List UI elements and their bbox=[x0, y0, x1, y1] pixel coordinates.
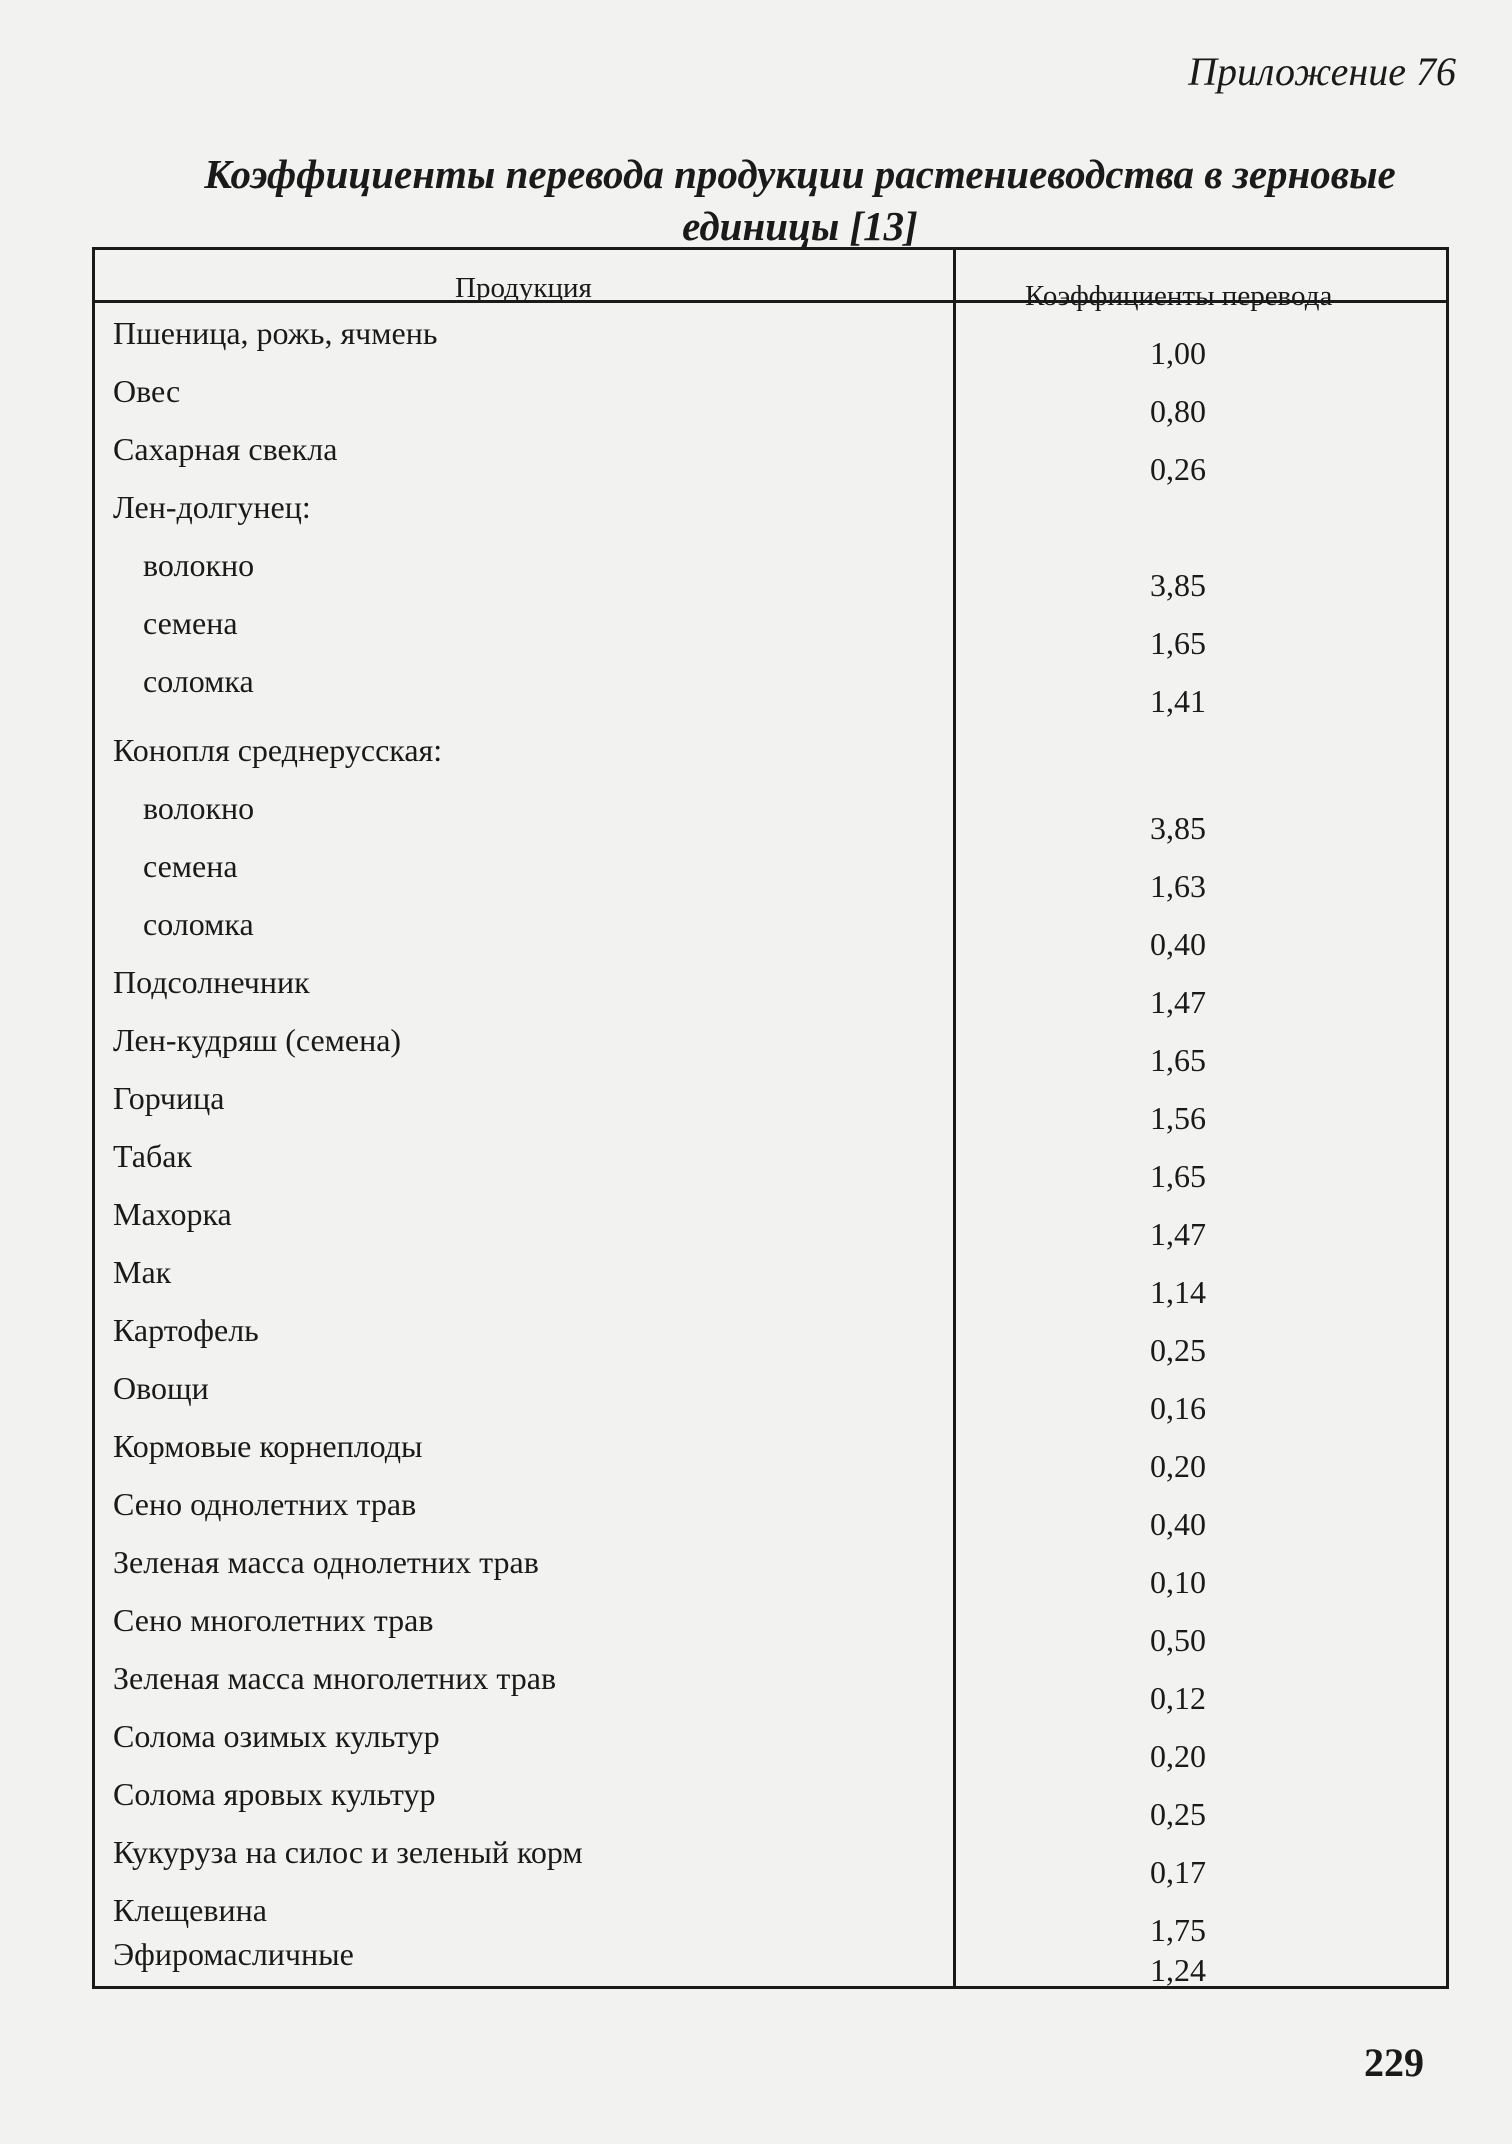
table-row bbox=[95, 1312, 1446, 1368]
coefficient-cell: 0,80 bbox=[1150, 393, 1206, 429]
product-cell: Овес bbox=[113, 373, 181, 409]
table-row bbox=[95, 1718, 1446, 1774]
table-row bbox=[95, 1428, 1446, 1484]
table-row bbox=[95, 605, 1446, 661]
coefficient-cell: 0,25 bbox=[1150, 1796, 1206, 1832]
product-cell: Сахарная свекла bbox=[113, 431, 338, 467]
table-row bbox=[95, 489, 1446, 545]
product-cell: Лен-долгунец: bbox=[113, 489, 311, 525]
coefficient-cell: 0,25 bbox=[1150, 1332, 1206, 1368]
product-cell: Мак bbox=[113, 1254, 172, 1290]
coefficient-cell: 1,75 bbox=[1150, 1912, 1206, 1948]
coefficient-cell: 0,26 bbox=[1150, 451, 1206, 487]
product-cell: Солома озимых культур bbox=[113, 1718, 440, 1754]
table-row bbox=[95, 1080, 1446, 1136]
coefficient-cell: 1,14 bbox=[1150, 1274, 1206, 1310]
coefficient-cell: 0,10 bbox=[1150, 1564, 1206, 1600]
page-number: 229 bbox=[1364, 2040, 1424, 2085]
product-cell: Зеленая масса однолетних трав bbox=[113, 1544, 539, 1580]
table-row bbox=[95, 1660, 1446, 1716]
table-row bbox=[95, 1776, 1446, 1832]
coefficient-cell: 0,50 bbox=[1150, 1622, 1206, 1658]
conversion-table bbox=[92, 247, 1449, 1989]
product-cell: Махорка bbox=[113, 1196, 232, 1232]
coefficient-cell: 1,65 bbox=[1150, 625, 1206, 661]
table-row bbox=[95, 732, 1446, 788]
coefficient-cell: 0,40 bbox=[1150, 1506, 1206, 1542]
product-cell: Сено однолетних трав bbox=[113, 1486, 417, 1522]
product-cell: семена bbox=[143, 605, 238, 641]
page-title: Коэффициенты перевода продукции растениеводства в зерновые единицы [13] bbox=[204, 151, 1396, 249]
table-row bbox=[95, 315, 1446, 371]
product-cell: соломка bbox=[143, 906, 254, 942]
table-row bbox=[95, 906, 1446, 962]
table-row bbox=[95, 1022, 1446, 1078]
product-cell: соломка bbox=[143, 663, 254, 699]
table-row bbox=[95, 1834, 1446, 1890]
coefficient-cell: 1,47 bbox=[1150, 1216, 1206, 1252]
coefficient-cell: 0,40 bbox=[1150, 926, 1206, 962]
table-row bbox=[95, 1370, 1446, 1426]
product-cell: Солома яровых культур bbox=[113, 1776, 436, 1812]
table-row bbox=[95, 1486, 1446, 1542]
table-row bbox=[95, 547, 1446, 603]
table-row bbox=[95, 964, 1446, 1020]
product-cell: Зеленая масса многолетних трав bbox=[113, 1660, 557, 1696]
product-cell: волокно bbox=[143, 547, 255, 583]
coefficient-cell: 0,17 bbox=[1150, 1854, 1206, 1890]
coefficient-cell: 0,16 bbox=[1150, 1390, 1206, 1426]
product-cell: Овощи bbox=[113, 1370, 209, 1406]
coefficient-cell: 3,85 bbox=[1150, 810, 1206, 846]
coefficient-cell: 1,41 bbox=[1150, 683, 1206, 719]
product-cell: Сено многолетних трав bbox=[113, 1602, 434, 1638]
coefficient-cell: 0,20 bbox=[1150, 1448, 1206, 1484]
table-row bbox=[95, 1602, 1446, 1658]
coefficient-cell: 3,85 bbox=[1150, 567, 1206, 603]
table-row bbox=[95, 663, 1446, 719]
table-row bbox=[95, 1544, 1446, 1600]
appendix-label: Приложение 76 bbox=[1188, 49, 1456, 94]
product-cell: волокно bbox=[143, 790, 255, 826]
product-cell: Подсолнечник bbox=[113, 964, 310, 1000]
product-cell: Конопля среднерусская: bbox=[113, 732, 443, 768]
table-row bbox=[95, 431, 1446, 487]
coefficient-cell: 0,20 bbox=[1150, 1738, 1206, 1774]
table-row bbox=[95, 848, 1446, 904]
product-cell: Кормовые корнеплоды bbox=[113, 1428, 423, 1464]
header-product: Продукция bbox=[455, 272, 592, 304]
coefficient-cell: 1,65 bbox=[1150, 1042, 1206, 1078]
coefficient-cell: 1,47 bbox=[1150, 984, 1206, 1020]
product-cell: Лен-кудряш (семена) bbox=[113, 1022, 402, 1058]
product-cell: семена bbox=[143, 848, 238, 884]
header-coefficient: Коэффициенты перевода bbox=[1025, 280, 1333, 312]
table-row bbox=[95, 373, 1446, 429]
product-cell: Картофель bbox=[113, 1312, 259, 1348]
table-row bbox=[95, 1138, 1446, 1194]
product-cell: Табак bbox=[113, 1138, 192, 1174]
product-cell: Кукуруза на силос и зеленый корм bbox=[113, 1834, 583, 1870]
coefficient-cell: 1,00 bbox=[1150, 335, 1206, 371]
table-row bbox=[95, 1254, 1446, 1310]
table-row bbox=[95, 1928, 1446, 1988]
coefficient-cell: 1,63 bbox=[1150, 868, 1206, 904]
product-cell: Горчица bbox=[113, 1080, 225, 1116]
product-cell: Пшеница, рожь, ячмень bbox=[113, 315, 438, 351]
table-row bbox=[95, 790, 1446, 846]
coefficient-cell: 1,65 bbox=[1150, 1158, 1206, 1194]
product-cell: Эфиромасличные bbox=[113, 1936, 354, 1972]
product-cell: Клещевина bbox=[113, 1892, 267, 1928]
coefficient-cell: 1,24 bbox=[1150, 1952, 1206, 1988]
coefficient-cell: 0,12 bbox=[1150, 1680, 1206, 1716]
table-row bbox=[95, 1196, 1446, 1252]
coefficient-cell: 1,56 bbox=[1150, 1100, 1206, 1136]
